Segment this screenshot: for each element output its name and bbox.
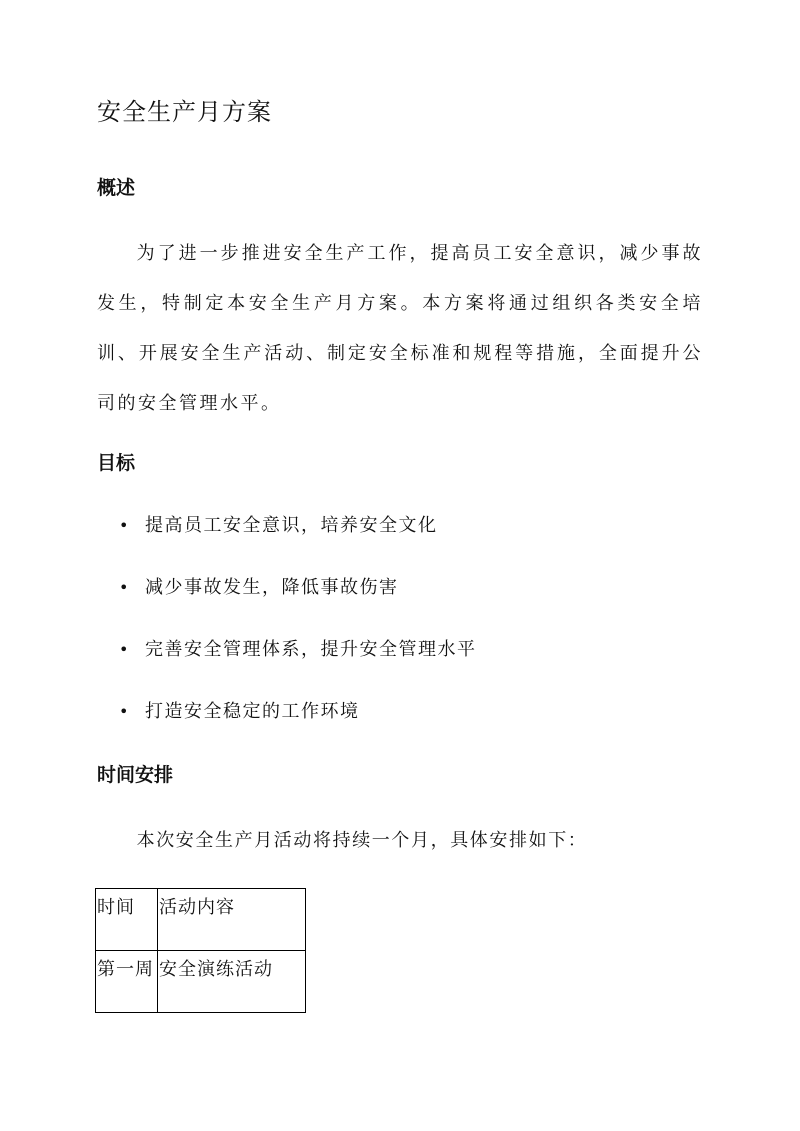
goal-text: 完善安全管理体系，提升安全管理水平 bbox=[145, 639, 477, 660]
bullet-icon: • bbox=[119, 516, 130, 535]
goal-text: 打造安全稳定的工作环境 bbox=[145, 701, 360, 722]
bullet-icon: • bbox=[119, 578, 130, 597]
overview-paragraph: 为了进一步推进安全生产工作，提高员工安全意识，减少事故发生，特制定本安全生产月方案。本方案将通过组织各类安全培训、开展安全生产活动、制定安全标准和规程等措施，全面提升公司的安全管理水平。 bbox=[97, 243, 703, 414]
bullet-icon: • bbox=[119, 640, 130, 659]
schedule-table bbox=[95, 888, 306, 1013]
table-row bbox=[96, 951, 306, 1013]
schedule-intro: 本次安全生产月活动将持续一个月，具体安排如下： bbox=[136, 830, 588, 851]
goals-list bbox=[97, 508, 477, 756]
document-title: 安全生产月方案 bbox=[97, 98, 272, 126]
schedule-heading: 时间安排 bbox=[97, 764, 174, 786]
list-item bbox=[97, 570, 477, 632]
goal-text: 提高员工安全意识，培养安全文化 bbox=[145, 515, 438, 536]
goals-heading: 目标 bbox=[97, 452, 136, 474]
table-cell: 安全演练活动 bbox=[158, 951, 306, 1013]
bullet-icon: • bbox=[119, 702, 130, 721]
list-item bbox=[97, 508, 477, 570]
list-item bbox=[97, 694, 477, 756]
table-header-row bbox=[96, 889, 306, 951]
table-header-cell: 活动内容 bbox=[158, 889, 306, 951]
list-item bbox=[97, 632, 477, 694]
table-cell: 第一周 bbox=[96, 951, 158, 1013]
goal-text: 减少事故发生，降低事故伤害 bbox=[145, 577, 399, 598]
overview-heading: 概述 bbox=[97, 177, 136, 199]
table-header-cell: 时间 bbox=[96, 889, 158, 951]
